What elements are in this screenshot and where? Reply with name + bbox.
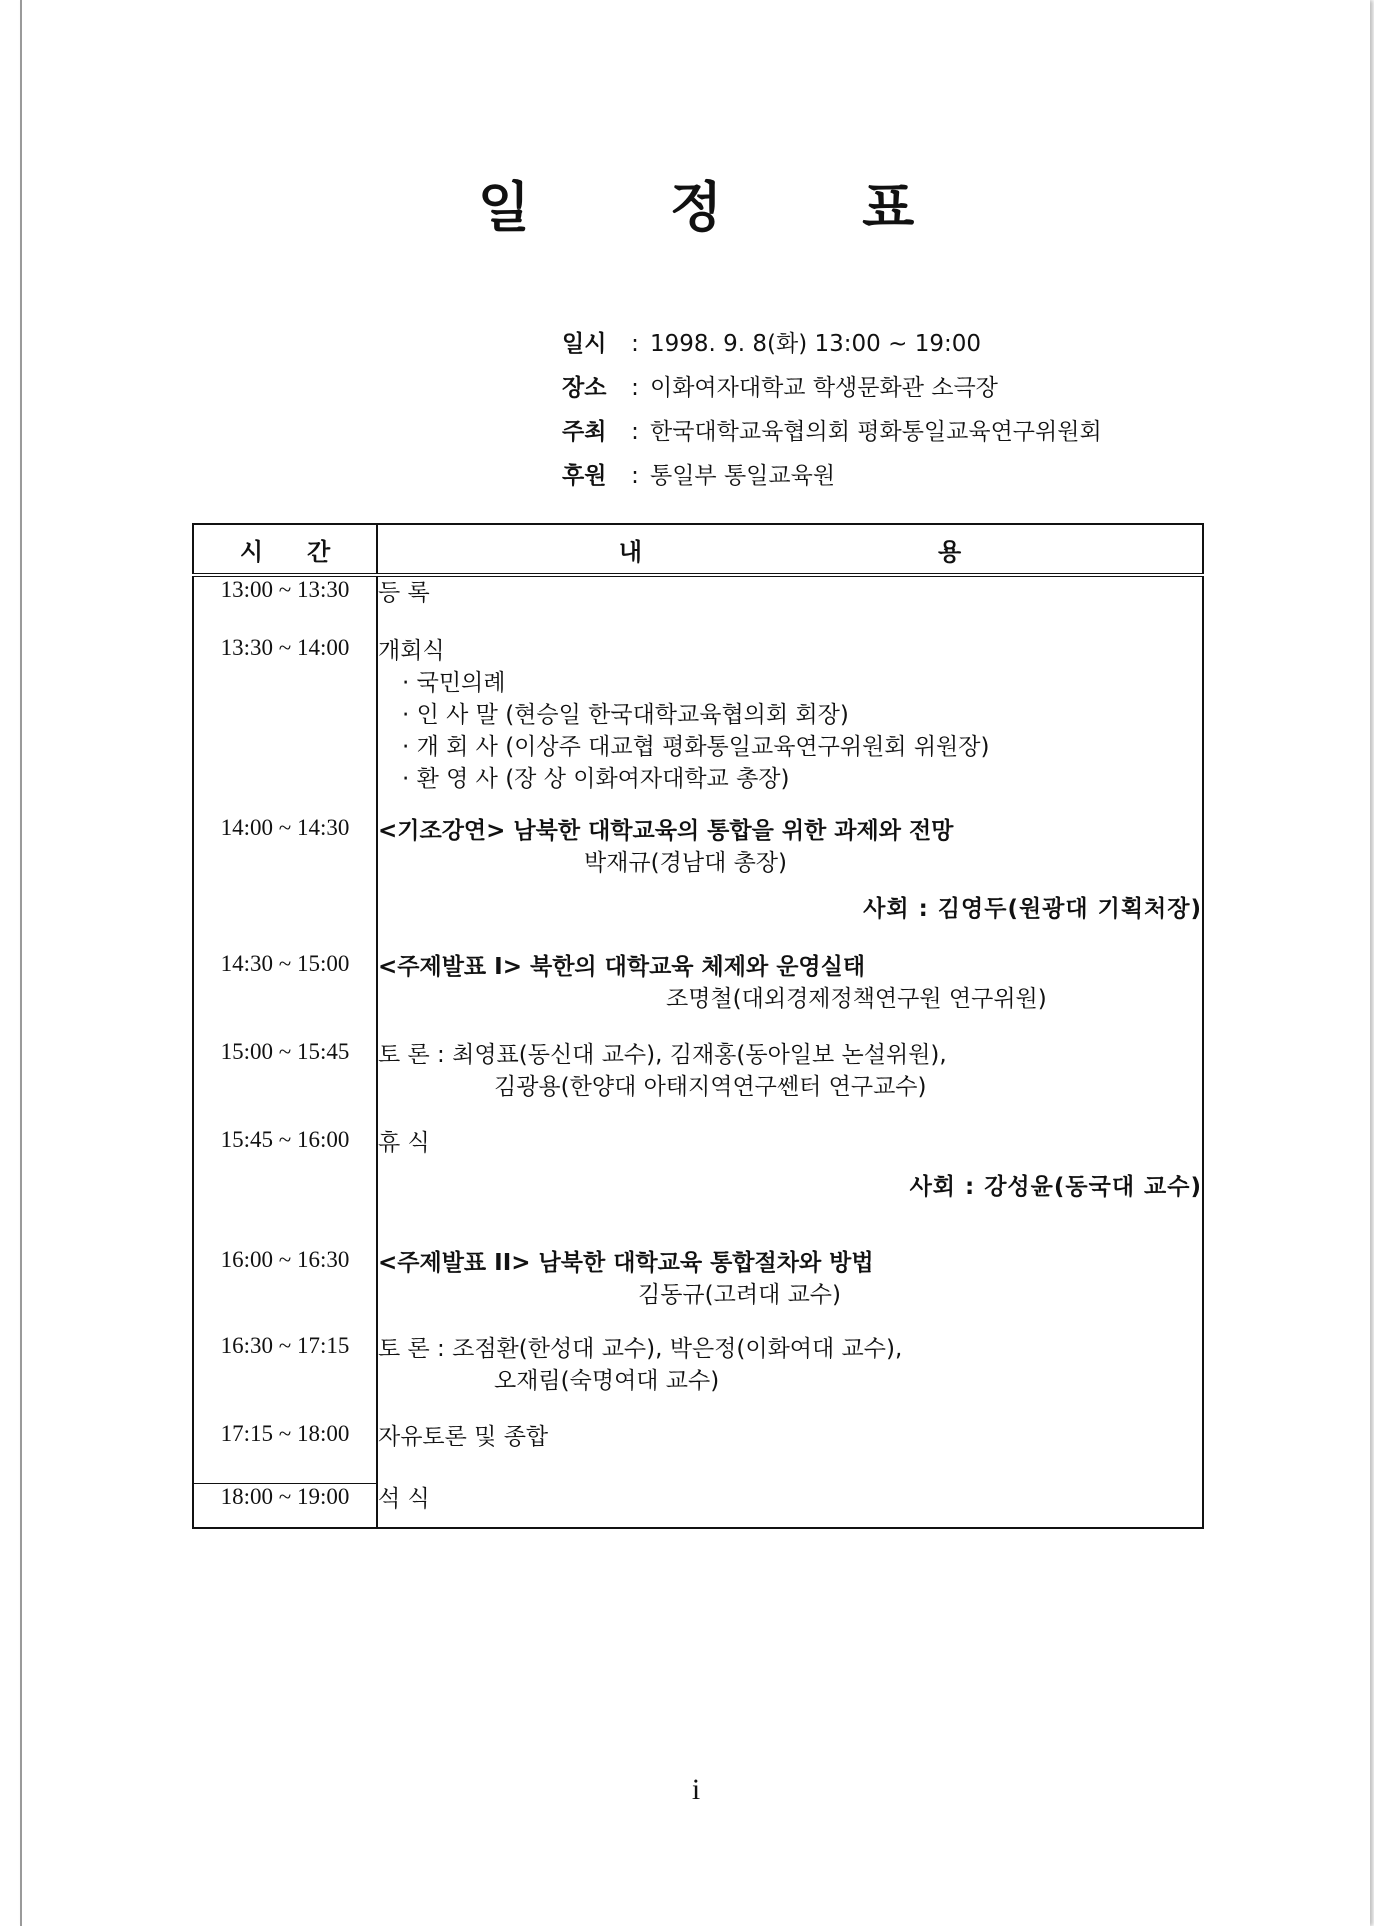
event-info: [562, 322, 1102, 498]
info-separator: :: [631, 463, 639, 489]
row-content: [377, 1039, 1203, 1127]
table-row: [193, 1171, 1203, 1247]
info-key: 후원: [562, 463, 607, 489]
table-row: [193, 575, 1203, 635]
info-separator: :: [631, 331, 639, 357]
row-time: 13:00 ~ 13:30: [193, 575, 377, 635]
table-row: [193, 815, 1203, 893]
info-key: 일시: [562, 331, 607, 357]
content-line: 자유토론 및 종합: [378, 1424, 549, 1450]
info-host: [562, 410, 1102, 454]
speaker: 조명철(대외경제정책연구원 연구위원): [666, 986, 1047, 1012]
row-time-empty: [193, 1171, 377, 1247]
header-time-char: 간: [307, 537, 331, 566]
title-char: 표: [862, 175, 915, 239]
document-page: [20, 0, 1370, 1926]
content-bullet: · 개 회 사 (이상주 대교협 평화통일교육연구위원회 위원장): [402, 734, 990, 760]
info-value: 이화여자대학교 학생문화관 소극장: [650, 375, 998, 401]
row-time: 16:30 ~ 17:15: [193, 1333, 377, 1421]
discussion-line: 토 론 : 최영표(동신대 교수), 김재홍(동아일보 논설위원),: [378, 1042, 947, 1068]
row-time: 14:30 ~ 15:00: [193, 951, 377, 1039]
row-content: [377, 1483, 1203, 1528]
speaker: 김동규(고려대 교수): [638, 1282, 842, 1308]
row-content: [377, 1333, 1203, 1421]
row-content: [377, 575, 1203, 635]
keynote-title: <기조강연> 남북한 대학교육의 통합을 위한 과제와 전망: [378, 818, 954, 844]
info-venue: [562, 366, 1102, 410]
row-content: [377, 635, 1203, 815]
header-time: [193, 524, 377, 575]
presentation-title: <주제발표 I> 북한의 대학교육 체제와 운영실태: [378, 954, 866, 980]
content-bullet: · 인 사 말 (현승일 한국대학교육협의회 회장): [402, 702, 849, 728]
content-bullet: · 국민의례: [402, 670, 506, 696]
table-row: [193, 1421, 1203, 1483]
table-row: [193, 1333, 1203, 1421]
page-title: [22, 165, 1370, 242]
discussion-line: 토 론 : 조점환(한성대 교수), 박은정(이화여대 교수),: [378, 1336, 903, 1362]
row-content: [377, 815, 1203, 893]
moderator: 사회 : 강성윤(동국대 교수): [909, 1174, 1202, 1200]
table-row: [193, 951, 1203, 1039]
info-key: 주최: [562, 419, 607, 445]
speaker: 박재규(경남대 총장): [584, 850, 788, 876]
info-value: 한국대학교육협의회 평화통일교육연구위원회: [650, 419, 1102, 445]
header-content-char: 용: [938, 537, 962, 566]
row-time: 13:30 ~ 14:00: [193, 635, 377, 815]
table-row: [193, 893, 1203, 951]
discussion-line: 김광용(한양대 아태지역연구쎈터 연구교수): [494, 1074, 927, 1100]
info-key: 장소: [562, 375, 607, 401]
row-time: 16:00 ~ 16:30: [193, 1247, 377, 1333]
content-line: 등 록: [378, 580, 430, 606]
moderator: 사회 : 김영두(원광대 기획처장): [863, 896, 1202, 922]
row-time: 15:00 ~ 15:45: [193, 1039, 377, 1127]
page-number: i: [691, 1773, 701, 1806]
schedule-table: [192, 523, 1204, 1529]
content-line: 석 식: [378, 1486, 430, 1512]
presentation-title: <주제발표 II> 남북한 대학교육 통합절차와 방법: [378, 1250, 874, 1276]
info-date: [562, 322, 1102, 366]
info-value: 통일부 통일교육원: [650, 463, 836, 489]
table-row: [193, 635, 1203, 815]
content-bullet: · 환 영 사 (장 상 이화여자대학교 총장): [402, 766, 790, 792]
row-content: [377, 1127, 1203, 1171]
row-content: [377, 1247, 1203, 1333]
header-content-char: 내: [618, 537, 642, 566]
table-row: [193, 1483, 1203, 1528]
row-time-empty: [193, 893, 377, 951]
table-row: [193, 1247, 1203, 1333]
content-line: 개회식: [378, 638, 445, 664]
info-separator: :: [631, 419, 639, 445]
title-char: 정: [669, 175, 723, 239]
table-row: [193, 1127, 1203, 1171]
table-row: [193, 1039, 1203, 1127]
title-char: 일: [477, 175, 530, 239]
table-header-row: [193, 524, 1203, 575]
header-time-char: 시: [239, 537, 263, 566]
row-time: 17:15 ~ 18:00: [193, 1421, 377, 1483]
info-sponsor: [562, 454, 1102, 498]
discussion-line: 오재림(숙명여대 교수): [494, 1368, 720, 1394]
row-content: [377, 951, 1203, 1039]
info-value: 1998. 9. 8(화) 13:00 ~ 19:00: [650, 331, 981, 357]
row-time: 15:45 ~ 16:00: [193, 1127, 377, 1171]
row-time: 14:00 ~ 14:30: [193, 815, 377, 893]
row-time: 18:00 ~ 19:00: [193, 1483, 377, 1528]
content-line: 휴 식: [378, 1130, 430, 1156]
header-content: [377, 524, 1203, 575]
row-content: [377, 1421, 1203, 1483]
info-separator: :: [631, 375, 639, 401]
